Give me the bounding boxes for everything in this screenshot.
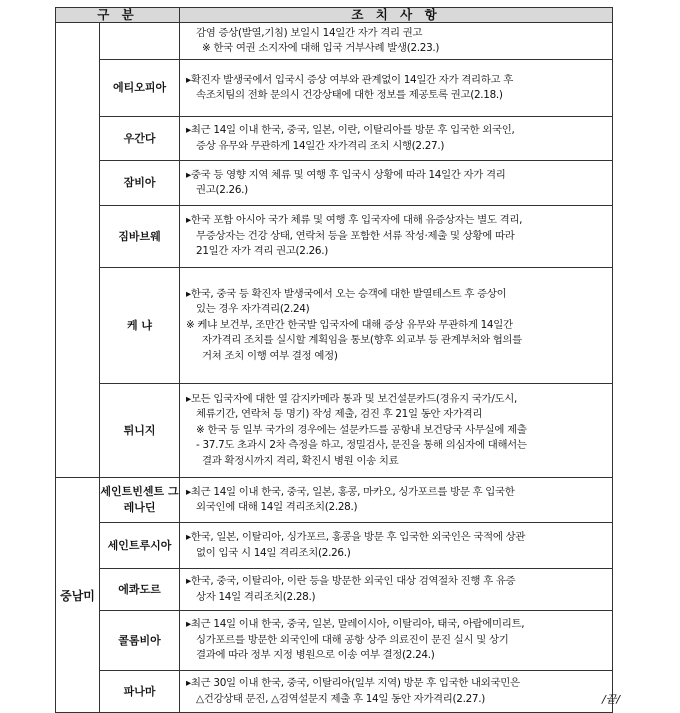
table-row — [56, 117, 613, 161]
measure-cell: ▸최근 14일 이내 한국, 중국, 일본, 이란, 이탈리아를 방문 후 입국한 외국인, 증상 유무와 무관하게 14일간 자가격리 조치 시행(2.27.) — [180, 117, 613, 161]
table-header — [56, 8, 613, 23]
country-cell: 튀니지 — [100, 384, 180, 478]
measure-cell: ▸한국, 일본, 이탈리아, 싱가포르, 홍콩을 방문 후 입국한 외국인은 국적에 상관 없이 입국 시 14일 격리조치(2.26.) — [180, 523, 613, 569]
table-row — [56, 268, 613, 384]
measure-cell: ▸한국, 중국, 이탈리아, 이란 등을 방문한 외국인 대상 검역절차 진행 후 유증 상자 14일 격리조치(2.28.) — [180, 569, 613, 611]
region-africa — [56, 23, 100, 478]
country-cell: 에콰도르 — [100, 569, 180, 611]
country-cell: 세인트빈센트 그레나딘 — [100, 478, 180, 523]
country-cell: 에티오피아 — [100, 60, 180, 117]
region-latin-america: 중남미 — [56, 478, 100, 713]
table-row — [56, 523, 613, 569]
measures-table — [55, 7, 613, 713]
header-measures: 조 치 사 항 — [180, 8, 613, 23]
country-cell: 콜롬비아 — [100, 611, 180, 671]
table-row — [56, 671, 613, 713]
country-cell: 우간다 — [100, 117, 180, 161]
measure-cell: ▸한국 포함 아시아 국가 체류 및 여행 후 입국자에 대해 유증상자는 별도 격리, 무증상자는 건강 상태, 연락처 등을 포함한 서류 작성·제출 및 상황에 따라 21일간 자가 격리 권고(2.26.) — [180, 206, 613, 268]
table-row — [56, 161, 613, 206]
table-row — [56, 60, 613, 117]
table-row — [56, 23, 613, 60]
table-row — [56, 384, 613, 478]
measure-cell: ▸확진자 발생국에서 입국시 증상 여부와 관계없이 14일간 자가 격리하고 후 속조치팀의 전화 문의시 건강상태에 대한 정보를 제공토록 권고(2.18.) — [180, 60, 613, 117]
header-category: 구 분 — [56, 8, 180, 23]
country-cell: 파나마 — [100, 671, 180, 713]
end-mark: /끝/ — [601, 693, 620, 706]
table-row — [56, 569, 613, 611]
table-row — [56, 611, 613, 671]
country-cell: 잠비아 — [100, 161, 180, 206]
country-cell — [100, 23, 180, 60]
measure-cell: ▸중국 등 영향 지역 체류 및 여행 후 입국시 상황에 따라 14일간 자가 격리 권고(2.26.) — [180, 161, 613, 206]
country-cell: 세인트루시아 — [100, 523, 180, 569]
measure-cell: ▸최근 14일 이내 한국, 중국, 일본, 홍콩, 마카오, 싱가포르를 방문 후 입국한 외국인에 대해 14일 격리조치(2.28.) — [180, 478, 613, 523]
measure-cell: ▸모든 입국자에 대한 열 감지카메라 통과 및 보건설문카드(경유지 국가/도시, 체류기간, 연락처 등 명기) 작성 제출, 검진 후 21일 동안 자가격리 ※ 한국 등 일부 국가의 경우에는 설문카드를 공항내 보건당국 사무실에 제출 - 37.7도 초과시 2차 측정을 하고, 정밀검사, 문진을 통해 의심자에 대해서는 결과 확정시까지 격리, 확진시 병원 이송 치료 — [180, 384, 613, 478]
measure-cell: ▸최근 30일 이내 한국, 중국, 이탈리아(일부 지역) 방문 후 입국한 내외국민은 △건강상태 문진, △검역설문지 제출 후 14일 동안 자가격리(2.27.) — [180, 671, 613, 713]
measure-cell: ▸최근 14일 이내 한국, 중국, 일본, 말레이시아, 이탈리아, 태국, 아랍에미리트, 싱가포르를 방문한 외국인에 대해 공항 상주 의료진이 문진 실시 및 상기 결과에 따라 정부 지정 병원으로 이송 여부 결정(2.24.) — [180, 611, 613, 671]
table-row — [56, 206, 613, 268]
country-cell: 케 냐 — [100, 268, 180, 384]
country-cell: 짐바브웨 — [100, 206, 180, 268]
measure-cell: 감염 증상(발열,기침) 보일시 14일간 자가 격리 권고 ※ 한국 여권 소지자에 대해 입국 거부사례 발생(2.23.) — [180, 23, 613, 60]
measure-cell: ▸한국, 중국 등 확진자 발생국에서 오는 승객에 대한 발열테스트 후 증상이 있는 경우 자가격리(2.24) ※ 케냐 보건부, 조만간 한국발 입국자에 대해 증상 유무와 무관하게 14일간 자가격리 조치를 실시할 계획임을 통보(향후 외교부 등 관계부처와 협의를 거쳐 조치 이행 여부 결정 예정) — [180, 268, 613, 384]
table-row — [56, 478, 613, 523]
